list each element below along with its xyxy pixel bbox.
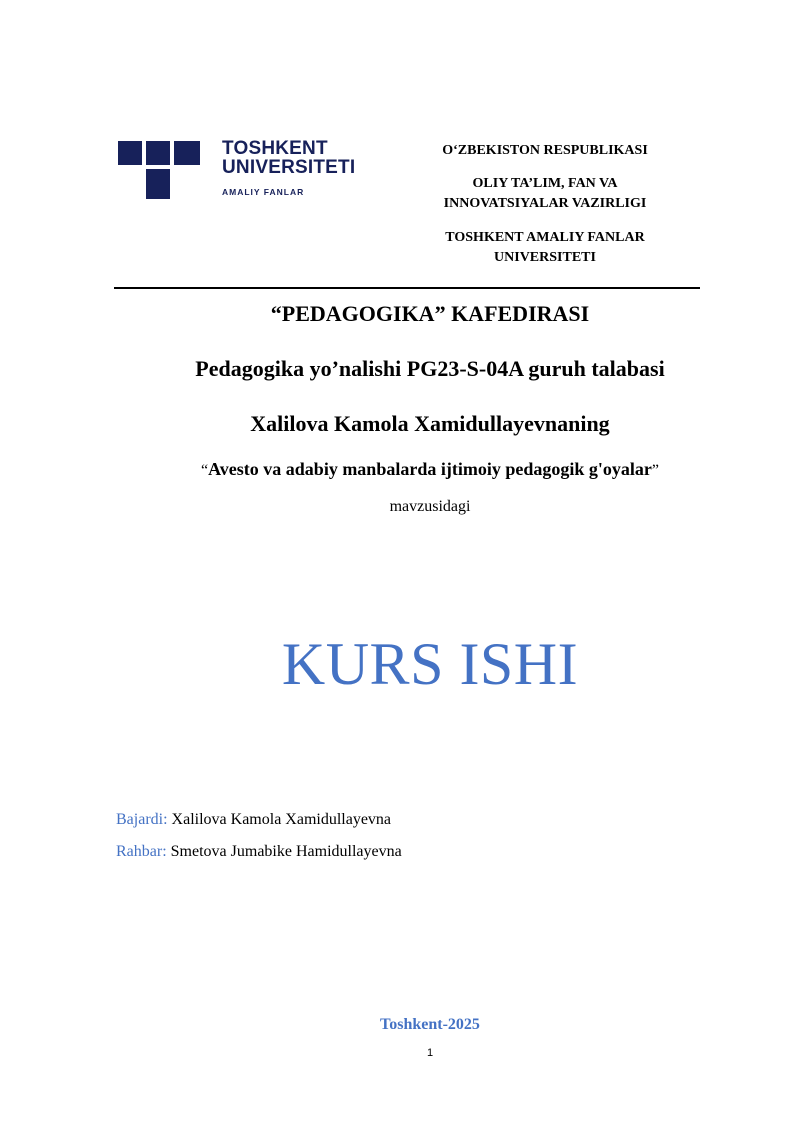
page-number: 1 [426,1047,434,1059]
university-name: TOSHKENT AMALIY FANLAR UNIVERSITETI [445,230,645,265]
direction-line: Pedagogika yo’nalishi PG23-S-04A guruh talabasi [195,356,665,381]
city-year: Toshkent-2025 [380,1016,480,1033]
supervisor-name: Smetova Jumabike Hamidullayevna [166,843,402,860]
student-name: Xalilova Kamola Xamidullayevnaning [250,411,610,436]
performer-name: Xalilova Kamola Xamidullayevna [167,811,392,828]
ministry-header [420,141,670,268]
topic-line [160,452,700,524]
performer-label: Bajardi: [116,811,168,828]
topic-close-quote: ” [651,462,659,479]
logo-line-2: UNIVERSITETI [222,157,356,178]
logo-line-1: TOSHKENT [222,138,328,159]
logo-line-3: AMALIY FANLAR [222,187,305,197]
header-divider [114,287,700,289]
logo-text [222,139,355,197]
supervisor-label: Rahbar: [116,843,167,860]
supervisor-line [116,843,402,861]
republic-name: O‘ZBEKISTON RESPUBLIKASI [442,143,648,158]
topic-title: Avesto va adabiy manbalarda ijtimoiy pedagogik g'oyalar [208,459,652,479]
topic-suffix: mavzusidagi [389,498,471,515]
performer-line [116,811,391,829]
logo-mark-icon [118,141,200,199]
document-type-title: KURS ISHI [281,631,579,697]
university-logo [118,138,358,203]
department-title: “PEDAGOGIKA” KAFEDIRASI [270,301,590,326]
topic-open-quote: “ [201,462,209,479]
ministry-name: OLIY TA’LIM, FAN VA INNOVATSIYALAR VAZIRLIGI [443,176,647,211]
